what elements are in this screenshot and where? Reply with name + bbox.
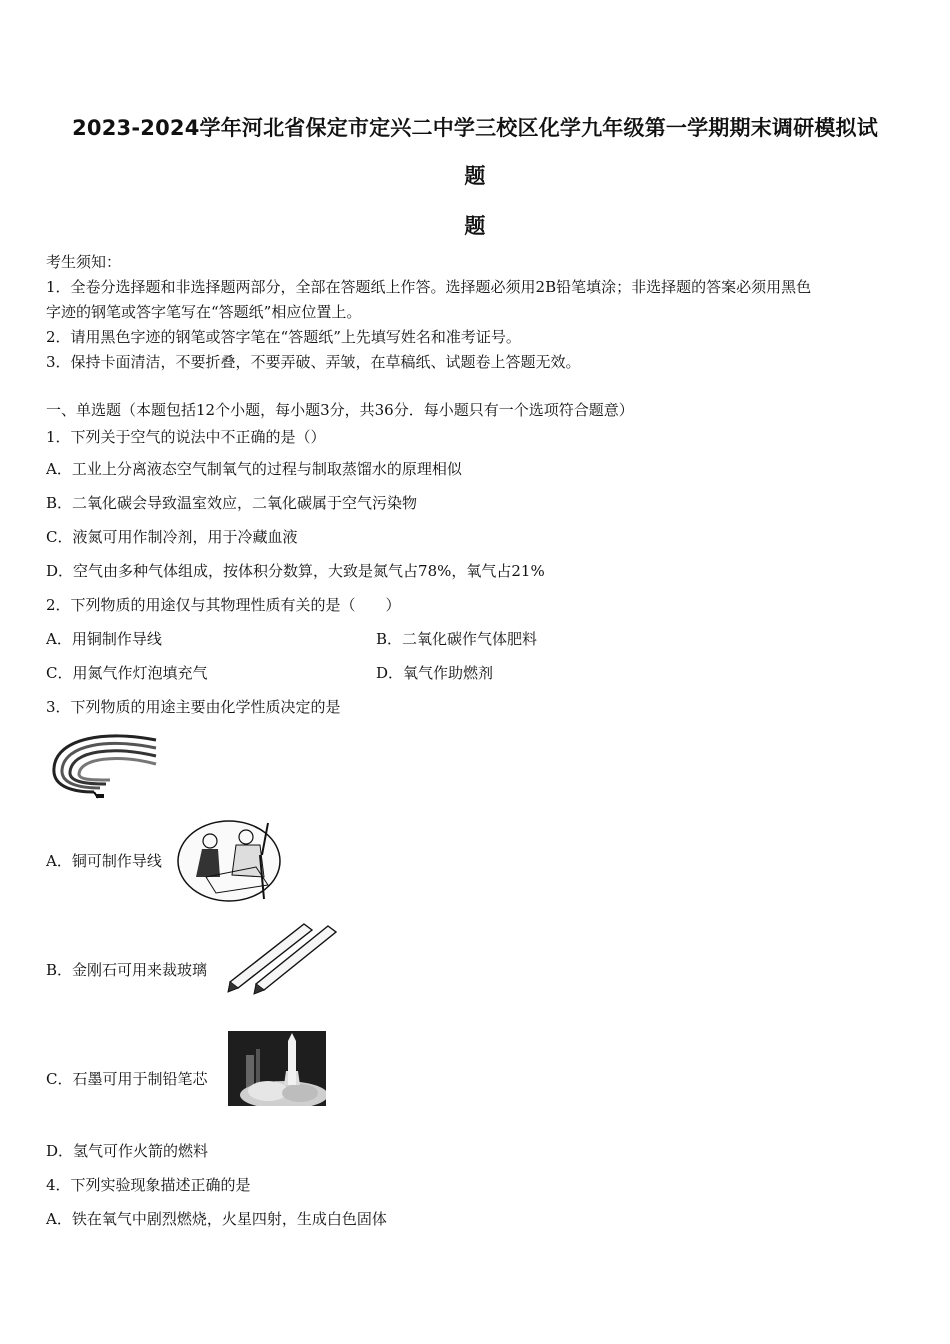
q3-stem: 3．下列物质的用途主要由化学性质决定的是: [46, 698, 341, 716]
q3-option-d: D．氢气可作火箭的燃料: [46, 1142, 209, 1160]
q1-stem: 1．下列关于空气的说法中不正确的是（）: [46, 428, 326, 446]
glass-cutting-image: [176, 815, 290, 903]
exam-title-line-1: 2023-2024学年河北省保定市定兴二中学三校区化学九年级第一学期期末调研模拟试: [72, 116, 878, 140]
q2-option-a: A．用铜制作导线: [46, 630, 162, 648]
rocket-launch-image: [228, 1031, 326, 1106]
exam-title-line-3: 题: [464, 214, 486, 238]
section-heading: 一、单选题（本题包括12个小题，每小题3分，共36分．每小题只有一个选项符合题意）: [46, 401, 634, 419]
notice-heading: 考生须知：: [46, 253, 122, 271]
q3-option-b: B．金刚石可用来裁玻璃: [46, 961, 208, 979]
q2-option-c: C．用氮气作灯泡填充气: [46, 664, 208, 682]
notice-item-1: 1．全卷分选择题和非选择题两部分，全部在答题纸上作答。选择题必须用2B铅笔填涂；非选择题的答案必须用黑色: [46, 278, 812, 296]
q2-stem: 2．下列物质的用途仅与其物理性质有关的是（ ）: [46, 596, 401, 614]
q3-option-a: A．铜可制作导线: [46, 852, 162, 870]
q2-option-d: D．氧气作助燃剂: [376, 664, 494, 682]
q3-option-c: C．石墨可用于制铅笔芯: [46, 1070, 208, 1088]
notice-item-1-cont: 字迹的钢笔或答字笔写在“答题纸”相应位置上。: [46, 303, 362, 321]
q4-option-a: A．铁在氧气中剧烈燃烧，火星四射，生成白色固体: [46, 1210, 387, 1228]
q4-stem: 4．下列实验现象描述正确的是: [46, 1176, 251, 1194]
notice-item-2: 2．请用黑色字迹的钢笔或答字笔在“答题纸”上先填写姓名和准考证号。: [46, 328, 521, 346]
pencils-image: [224, 920, 340, 996]
q1-option-d: D．空气由多种气体组成，按体积分数算，大致是氮气占78%，氧气占21%: [46, 562, 545, 580]
q1-option-b: B．二氧化碳会导致温室效应，二氧化碳属于空气污染物: [46, 494, 418, 512]
q1-option-c: C．液氮可用作制冷剂，用于冷藏血液: [46, 528, 298, 546]
q2-option-b: B．二氧化碳作气体肥料: [376, 630, 538, 648]
copper-wires-image: [46, 728, 158, 800]
notice-item-3: 3．保持卡面清洁，不要折叠，不要弄破、弄皱，在草稿纸、试题卷上答题无效。: [46, 353, 581, 371]
exam-title-line-2: 题: [464, 164, 486, 188]
q1-option-a: A．工业上分离液态空气制氧气的过程与制取蒸馏水的原理相似: [46, 460, 462, 478]
